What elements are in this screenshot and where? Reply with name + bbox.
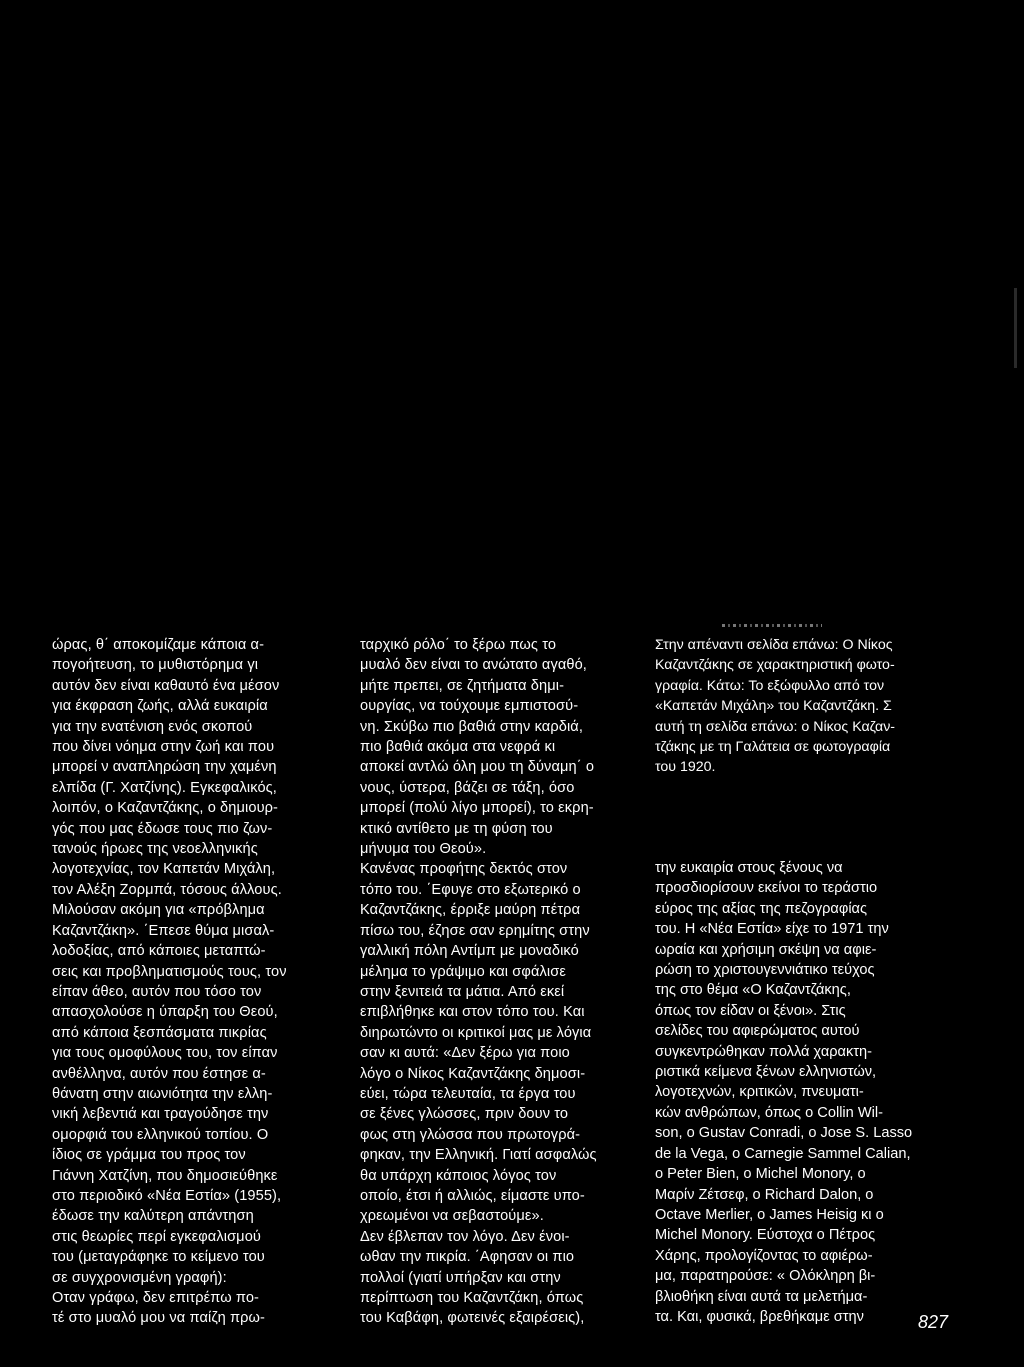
caption-text: Στην απέναντι σελίδα επάνω: Ο Νίκος Καζαντζάκης σε χαρακτηριστική φωτο- γραφία. Κάτω: Το εξώφυλλο από τον «Καπετάν Μιχάλη» του Καζαντζάκη. Σ αυτή τη σελίδα επάνω: ο Νίκος Καζαν- τζάκης με τη Γαλάτεια σε φωτογραφία του 1920. bbox=[655, 637, 896, 776]
text-column-2 bbox=[360, 635, 640, 1329]
column-2-text: ταρχικό ρόλο΄ το ξέρω πως το μυαλό δεν είναι το ανώτατο αγαθό, μήτε πρεπει, σε ζητήματα δημι- ουργίας, να τούχουμε εμπιστοσύ- νη. Σκύβω πιο βαθιά στην καρδιά, πιο βαθιά ακόμα στα νεφρά κι αποκεί αντλώ όλη μου τη δύναμη΄ ο νους, ύστερα, βάζει σε τάξη, όσο μπορεί (πολύ λίγο μπορεί), το εκρη- κτικό αντίθετο με τη φύση του μήνυμα του Θεού». Κανένας προφήτης δεκτός στον τόπο του. ΄Εφυγε στο εξωτερικό ο Καζαντζάκης, έρριξε μαύρη πέτρα πίσω του, έζησε σαν ερημίτης στην γαλλική πόλη Αντίμπ με μοναδικό μέλημα το γράψιμο και σφάλισε στην ξενιτειά τα μάτια. Από εκεί επιβλήθηκε και στον τόπο του. Και διηρωτώντο οι κριτικοί μας με λόγια σαν κι αυτά: «Δεν ξέρω για ποιο λόγο ο Νίκος Καζαντζάκης δημοσι- εύει, τώρα τελευταία, τα έργα του σε ξένες γλώσσες, πριν δουν το φως στη γλώσσα που πρωτογρά- φηκαν, την Ελληνική. Γιατί ασφαλώς θα υπάρχη κάποιος λόγος τον οποίο, έτσι ή αλλιώς, είμαστε υπο- χρεωμένοι να σεβαστούμε». Δεν έβλεπαν τον λόγο. Δεν ένοι- ωθαν την πικρία. ΄Αφησαν οι πιο πολλοί (γιατί υπήρξαν και στην περίπτωση του Καζαντζάκη, όπως του Καβάφη, φωτεινές εξαιρέσεις), bbox=[360, 637, 597, 1327]
scan-artifact bbox=[722, 624, 822, 627]
text-column-3 bbox=[655, 858, 945, 1327]
scan-edge-mark bbox=[1014, 288, 1017, 368]
photo-caption bbox=[655, 635, 945, 778]
page-number: 827 bbox=[918, 1312, 949, 1332]
column-1-text: ώρας, θ΄ αποκομίζαμε κάποια α- πογοήτευση, το μυθιστόρημα γι αυτόν δεν είναι καθαυτό ένα μέσον για έκφραση ζωής, αλλά ευκαιρία για την ενατένιση ενός σκοπού που δίνει νόημα στην ζωή και που μπορεί ν αναπληρώση την χαμένη ελπίδα (Γ. Χατζίνης). Εγκεφαλικός, λοιπόν, ο Καζαντζάκης, ο δημιουρ- γός που μας έδωσε τους πιο ζων- τανούς ήρωες της νεοελληνικής λογοτεχνίας, τον Καπετάν Μιχάλη, τον Αλέξη Ζορμπά, τόσους άλλους. Μιλούσαν ακόμη για «πρόβλημα Καζαντζάκη». ΄Επεσε θύμα μισαλ- λοδοξίας, από κάποιες μεταπτώ- σεις και προβληματισμούς τους, τον είπαν άθεο, αυτόν που τόσο τον απασχολούσε η ύπαρξη του Θεού, από κάποια ξεσπάσματα πικρίας για τους ομοφύλους του, τον είπαν ανθέλληνα, αυτόν που έστησε α- θάνατη στην αιωνιότητα την ελλη- νική λεβεντιά και τραγούδησε την ομορφιά του ελληνικού τοπίου. Ο ίδιος σε γράμμα του προς τον Γιάννη Χατζίνη, που δημοσιεύθηκε στο περιοδικό «Νέα Εστία» (1955), έδωσε την καλύτερη απάντηση στις θεωρίες περί εγκεφαλισμού του (μεταγράφηκε το κείμενο του σε συγχρονισμένη γραφή): Οταν γράφω, δεν επιτρέπω πο- τέ στο μυαλό μου να παίζη πρω- bbox=[52, 637, 287, 1327]
text-column-1 bbox=[52, 635, 344, 1329]
photograph-area bbox=[0, 0, 1024, 620]
column-3-text: την ευκαιρία στους ξένους να προσδιορίσουν εκείνοι το τεράστιο εύρος της αξίας της πεζογραφίας του. Η «Νέα Εστία» είχε το 1971 την ωραία και χρήσιμη σκέψη να αφιε- ρώση το χριστουγεννιάτικο τεύχος της στο θέμα «Ο Καζαντζάκης, όπως τον είδαν οι ξένοι». Στις σελίδες του αφιερώματος αυτού συγκεντρώθηκαν πολλά χαρακτη- ριστικά κείμενα ξένων ελληνιστών, λογοτεχνών, κριτικών, πνευματι- κών ανθρώπων, όπως ο Collin Wil- son, ο Gustav Conradi, ο Jose S. Lasso de la Vega, o Carnegie Sammel Calian, ο Peter Bien, ο Michel Monory, ο Μαρίν Ζέτσεφ, ο Richard Dalon, ο Octave Merlier, ο James Heisig κι ο Michel Monory. Εύστοχα ο Πέτρος Χάρης, προλογίζοντας το αφιέρω- μα, παρατηρούσε: « Ολόκληρη βι- βλιοθήκη είναι αυτά τα μελετήμα- τα. Και, φυσικά, βρεθήκαμε στην bbox=[655, 860, 913, 1325]
